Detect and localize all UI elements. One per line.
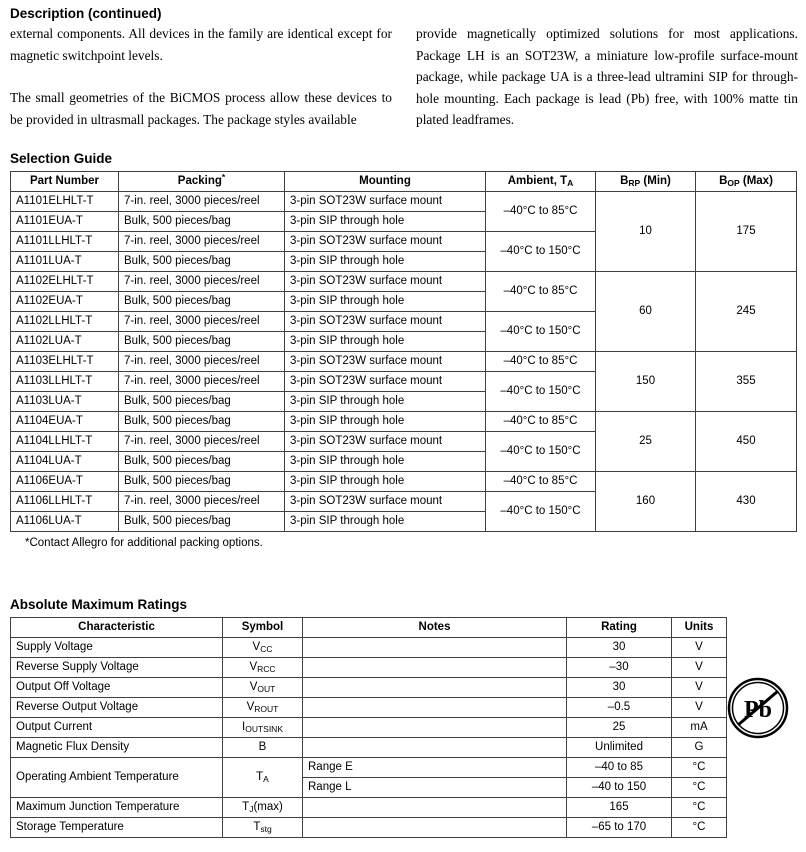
description-section <box>10 6 798 131</box>
symbol-cell <box>223 678 303 698</box>
selection-guide-row <box>11 412 797 432</box>
characteristic-cell: Supply Voltage <box>11 638 223 658</box>
ambient-cell: –40°C to 150°C <box>486 372 596 412</box>
description-columns <box>10 23 798 131</box>
ambient-cell: –40°C to 85°C <box>486 412 596 432</box>
abs-max-header-row <box>11 618 727 638</box>
selection-guide-row <box>11 272 797 292</box>
characteristic-cell: Maximum Junction Temperature <box>11 798 223 818</box>
brp-header-suffix: (Min) <box>640 175 671 187</box>
bop-max-cell: 245 <box>696 272 797 352</box>
mounting-cell: 3-pin SIP through hole <box>285 392 486 412</box>
packing-cell: Bulk, 500 pieces/bag <box>119 212 285 232</box>
symbol-base: V <box>249 661 258 673</box>
abs-max-row <box>11 798 727 818</box>
mounting-cell: 3-pin SOT23W surface mount <box>285 432 486 452</box>
abs-max-row <box>11 758 727 778</box>
selection-guide-body <box>11 192 797 532</box>
part-number-cell: A1101LUA-T <box>11 252 119 272</box>
part-number-cell: A1103LLHLT-T <box>11 372 119 392</box>
packing-cell: 7-in. reel, 3000 pieces/reel <box>119 372 285 392</box>
mounting-cell: 3-pin SOT23W surface mount <box>285 312 486 332</box>
rating-cell: 30 <box>567 638 672 658</box>
brp-min-cell: 60 <box>596 272 696 352</box>
ambient-cell: –40°C to 150°C <box>486 312 596 352</box>
mounting-cell: 3-pin SIP through hole <box>285 212 486 232</box>
part-number-cell: A1104LUA-T <box>11 452 119 472</box>
symbol-base: T <box>256 771 264 783</box>
notes-cell: Range E <box>303 758 567 778</box>
notes-cell: Range L <box>303 778 567 798</box>
abs-max-row <box>11 818 727 838</box>
col-header-rating: Rating <box>567 618 672 638</box>
part-number-cell: A1106EUA-T <box>11 472 119 492</box>
rating-cell: –40 to 85 <box>567 758 672 778</box>
bop-max-cell: 355 <box>696 352 797 412</box>
units-cell: mA <box>672 718 727 738</box>
brp-header-subscript: RP <box>628 178 641 188</box>
symbol-subscript: A <box>263 774 269 784</box>
abs-max-row <box>11 718 727 738</box>
selection-guide-section <box>10 151 797 549</box>
mounting-cell: 3-pin SOT23W surface mount <box>285 352 486 372</box>
packing-cell: Bulk, 500 pieces/bag <box>119 392 285 412</box>
symbol-cell <box>223 738 303 758</box>
ambient-cell: –40°C to 85°C <box>486 472 596 492</box>
symbol-subscript: OUTSINK <box>245 724 283 734</box>
col-header-mounting: Mounting <box>285 172 486 192</box>
packing-cell: Bulk, 500 pieces/bag <box>119 472 285 492</box>
brp-min-cell: 150 <box>596 352 696 412</box>
symbol-base: V <box>252 641 261 653</box>
units-cell: V <box>672 698 727 718</box>
rating-cell: 165 <box>567 798 672 818</box>
description-paragraph: external components. All devices in the family are identical except for magnetic switchpoint levels. <box>10 26 392 63</box>
abs-max-row <box>11 678 727 698</box>
packing-cell: Bulk, 500 pieces/bag <box>119 252 285 272</box>
ambient-cell: –40°C to 150°C <box>486 232 596 272</box>
ambient-cell: –40°C to 150°C <box>486 492 596 532</box>
col-header-notes: Notes <box>303 618 567 638</box>
symbol-cell <box>223 638 303 658</box>
mounting-cell: 3-pin SOT23W surface mount <box>285 272 486 292</box>
packing-cell: 7-in. reel, 3000 pieces/reel <box>119 352 285 372</box>
part-number-cell: A1103LUA-T <box>11 392 119 412</box>
mounting-cell: 3-pin SOT23W surface mount <box>285 492 486 512</box>
col-header-units: Units <box>672 618 727 638</box>
description-column-left <box>10 23 392 131</box>
mounting-cell: 3-pin SIP through hole <box>285 412 486 432</box>
part-number-cell: A1104LLHLT-T <box>11 432 119 452</box>
rating-cell: –40 to 150 <box>567 778 672 798</box>
notes-cell <box>303 638 567 658</box>
part-number-cell: A1101LLHLT-T <box>11 232 119 252</box>
symbol-cell <box>223 758 303 798</box>
symbol-subscript: OUT <box>257 684 276 694</box>
notes-cell <box>303 738 567 758</box>
characteristic-cell: Operating Ambient Temperature <box>11 758 223 798</box>
units-cell: G <box>672 738 727 758</box>
col-header-packing <box>119 172 285 192</box>
symbol-subscript: J <box>249 804 254 814</box>
characteristic-cell: Output Off Voltage <box>11 678 223 698</box>
symbol-cell <box>223 698 303 718</box>
symbol-cell <box>223 798 303 818</box>
rating-cell: –30 <box>567 658 672 678</box>
selection-guide-row <box>11 192 797 212</box>
col-header-characteristic: Characteristic <box>11 618 223 638</box>
characteristic-cell: Reverse Output Voltage <box>11 698 223 718</box>
ambient-cell: –40°C to 85°C <box>486 192 596 232</box>
part-number-cell: A1103ELHLT-T <box>11 352 119 372</box>
mounting-cell: 3-pin SIP through hole <box>285 332 486 352</box>
description-paragraph: provide magnetically optimized solutions for most applications. Package LH is an SOT23W, a miniature low-profile surface-mount package, while package UA is a three-lead ultramini SIP for through-hole mounting. Each package is lead (Pb) free, with 100% matte tin plated leadframes. <box>416 26 798 127</box>
abs-max-row <box>11 698 727 718</box>
packing-cell: 7-in. reel, 3000 pieces/reel <box>119 272 285 292</box>
col-header-ambient <box>486 172 596 192</box>
symbol-cell <box>223 818 303 838</box>
brp-min-cell: 160 <box>596 472 696 532</box>
selection-guide-row <box>11 472 797 492</box>
ambient-cell: –40°C to 85°C <box>486 272 596 312</box>
description-heading: Description (continued) <box>10 6 162 21</box>
selection-guide-heading: Selection Guide <box>10 151 113 166</box>
brp-min-cell: 25 <box>596 412 696 472</box>
part-number-cell: A1102ELHLT-T <box>11 272 119 292</box>
part-number-cell: A1101ELHLT-T <box>11 192 119 212</box>
packing-cell: 7-in. reel, 3000 pieces/reel <box>119 192 285 212</box>
mounting-cell: 3-pin SIP through hole <box>285 252 486 272</box>
part-number-cell: A1104EUA-T <box>11 412 119 432</box>
symbol-suffix: (max) <box>253 801 283 813</box>
bop-header-subscript: OP <box>727 178 740 188</box>
part-number-cell: A1102LUA-T <box>11 332 119 352</box>
selection-guide-footnote: *Contact Allegro for additional packing options. <box>25 537 263 549</box>
rating-cell: –65 to 170 <box>567 818 672 838</box>
part-number-cell: A1102LLHLT-T <box>11 312 119 332</box>
packing-cell: Bulk, 500 pieces/bag <box>119 332 285 352</box>
packing-cell: 7-in. reel, 3000 pieces/reel <box>119 432 285 452</box>
symbol-subscript: stg <box>260 824 272 834</box>
symbol-base: T <box>242 801 250 813</box>
symbol-base: V <box>246 701 255 713</box>
mounting-cell: 3-pin SOT23W surface mount <box>285 232 486 252</box>
units-cell: V <box>672 678 727 698</box>
units-cell: °C <box>672 758 727 778</box>
characteristic-cell: Magnetic Flux Density <box>11 738 223 758</box>
bop-header-suffix: (Max) <box>739 175 773 187</box>
pb-badge-label: Pb <box>743 697 773 723</box>
packing-cell: 7-in. reel, 3000 pieces/reel <box>119 312 285 332</box>
rating-cell: –0.5 <box>567 698 672 718</box>
bop-max-cell: 450 <box>696 412 797 472</box>
description-column-right <box>416 23 798 131</box>
units-cell: °C <box>672 818 727 838</box>
mounting-cell: 3-pin SOT23W surface mount <box>285 192 486 212</box>
mounting-cell: 3-pin SOT23W surface mount <box>285 372 486 392</box>
packing-cell: Bulk, 500 pieces/bag <box>119 452 285 472</box>
mounting-cell: 3-pin SIP through hole <box>285 512 486 532</box>
symbol-cell <box>223 718 303 738</box>
mounting-cell: 3-pin SIP through hole <box>285 292 486 312</box>
col-header-brp-min <box>596 172 696 192</box>
symbol-base: I <box>242 721 246 733</box>
rating-cell: 30 <box>567 678 672 698</box>
packing-cell: Bulk, 500 pieces/bag <box>119 412 285 432</box>
units-cell: °C <box>672 778 727 798</box>
symbol-base: B <box>258 741 267 753</box>
notes-cell <box>303 698 567 718</box>
characteristic-cell: Reverse Supply Voltage <box>11 658 223 678</box>
mounting-cell: 3-pin SIP through hole <box>285 452 486 472</box>
bop-max-cell: 430 <box>696 472 797 532</box>
symbol-subscript: ROUT <box>254 704 279 714</box>
abs-max-table <box>10 617 727 838</box>
brp-min-cell: 10 <box>596 192 696 272</box>
characteristic-cell: Storage Temperature <box>11 818 223 838</box>
notes-cell <box>303 818 567 838</box>
units-cell: V <box>672 658 727 678</box>
part-number-cell: A1101EUA-T <box>11 212 119 232</box>
bop-header-base: B <box>719 175 728 187</box>
ambient-header-subscript: A <box>567 178 574 188</box>
abs-max-row <box>11 658 727 678</box>
selection-guide-table <box>10 171 797 532</box>
col-header-part-number: Part Number <box>11 172 119 192</box>
selection-guide-header-row <box>11 172 797 192</box>
notes-cell <box>303 658 567 678</box>
notes-cell <box>303 798 567 818</box>
part-number-cell: A1106LUA-T <box>11 512 119 532</box>
packing-cell: Bulk, 500 pieces/bag <box>119 512 285 532</box>
col-header-symbol: Symbol <box>223 618 303 638</box>
packing-cell: Bulk, 500 pieces/bag <box>119 292 285 312</box>
part-number-cell: A1102EUA-T <box>11 292 119 312</box>
abs-max-row <box>11 638 727 658</box>
pb-free-badge <box>726 676 790 740</box>
notes-cell <box>303 718 567 738</box>
pb-free-icon <box>726 676 790 740</box>
packing-cell: 7-in. reel, 3000 pieces/reel <box>119 232 285 252</box>
brp-header-base: B <box>620 175 629 187</box>
rating-cell: 25 <box>567 718 672 738</box>
description-paragraph: The small geometries of the BiCMOS process allow these devices to be provided in ultrasmall packages. The package styles available <box>10 90 392 127</box>
abs-max-heading: Absolute Maximum Ratings <box>10 597 188 612</box>
notes-cell <box>303 678 567 698</box>
selection-guide-row <box>11 352 797 372</box>
col-header-bop-max <box>696 172 797 192</box>
symbol-subscript: CC <box>260 644 273 654</box>
abs-max-row <box>11 738 727 758</box>
packing-footnote-marker: * <box>221 172 226 182</box>
abs-max-body <box>11 638 727 838</box>
part-number-cell: A1106LLHLT-T <box>11 492 119 512</box>
symbol-base: T <box>253 821 261 833</box>
bop-max-cell: 175 <box>696 192 797 272</box>
symbol-cell <box>223 658 303 678</box>
symbol-base: V <box>249 681 258 693</box>
mounting-cell: 3-pin SIP through hole <box>285 472 486 492</box>
ambient-header-label: Ambient, T <box>507 175 568 187</box>
rating-cell: Unlimited <box>567 738 672 758</box>
ambient-cell: –40°C to 85°C <box>486 352 596 372</box>
packing-cell: 7-in. reel, 3000 pieces/reel <box>119 492 285 512</box>
symbol-subscript: RCC <box>257 664 276 674</box>
packing-header-label: Packing <box>177 175 222 187</box>
ambient-cell: –40°C to 150°C <box>486 432 596 472</box>
units-cell: °C <box>672 798 727 818</box>
absolute-maximum-ratings-section <box>10 597 727 838</box>
units-cell: V <box>672 638 727 658</box>
characteristic-cell: Output Current <box>11 718 223 738</box>
